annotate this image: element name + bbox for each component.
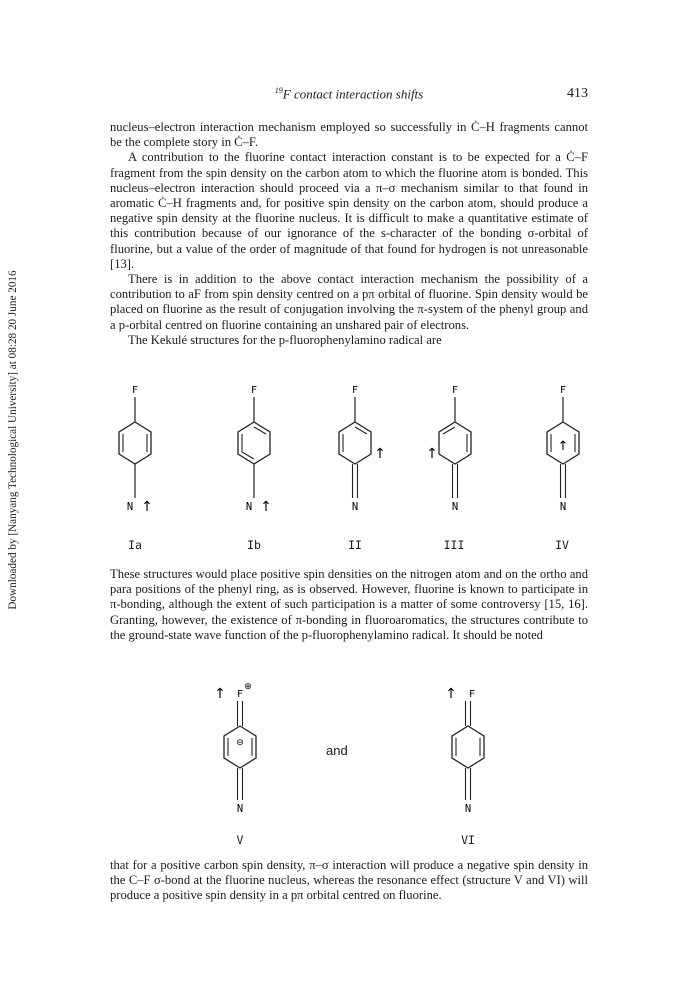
structure-III-drawing <box>420 384 480 524</box>
structure-V <box>212 680 272 820</box>
atom-N: N <box>559 501 567 513</box>
paragraph-1: nucleus–electron interaction mechanism employed so successfully in Ċ–H fragments cannot be the complete story in Ċ–F. <box>110 120 588 150</box>
atom-F: F <box>131 385 139 396</box>
atom-F: F <box>250 385 258 396</box>
negative-charge: ⊖ <box>236 738 244 748</box>
atom-N: N <box>245 501 253 513</box>
spin-arrow: ↑ <box>260 499 272 515</box>
structure-Ib <box>229 384 279 524</box>
running-header <box>110 86 588 104</box>
atom-F: F <box>351 385 359 396</box>
label-VI: VI <box>461 833 475 847</box>
download-watermark <box>6 200 20 680</box>
label-IV: IV <box>555 538 569 552</box>
structure-II <box>330 384 390 524</box>
body-text-bottom <box>110 858 588 904</box>
structure-Ia-drawing <box>110 384 160 524</box>
paragraph-2: A contribution to the fluorine contact interaction constant is to be expected for a Ċ–F fragment from the spin density on the carbon atom to which the fluorine atom is bonded. This nucleus–electron interaction should proceed via a π–σ mechanism similar to that found in aromatic Ċ–H fragments and, for positive spin density on the carbon atom, should produce a negative spin density at the fluorine nucleus. It is difficult to make a quantitative estimate of this contribution because of our ignorance of the s-character of the bonding σ-orbital of fluorine, but a value of the order of magnitude of that found for hydrogen is not unreasonable [13]. <box>110 150 588 271</box>
structure-II-drawing <box>330 384 390 524</box>
spin-arrow: ↑ <box>557 439 569 454</box>
spin-arrow: ↑ <box>214 686 226 702</box>
structure-VI <box>440 680 500 820</box>
page-number: 413 <box>567 86 588 101</box>
structure-IV <box>536 384 590 524</box>
structure-VI-drawing <box>440 680 500 820</box>
paragraph-6: that for a positive carbon spin density, π–σ interaction will produce a negative spin density in the C–F σ-bond at the fluorine nucleus, whereas the resonance effect (structure V and VI) will produce a positive spin density in a pπ orbital centred on fluorine. <box>110 858 588 903</box>
atom-N: N <box>236 803 244 815</box>
structure-V-drawing <box>212 680 272 820</box>
atom-F: F <box>559 385 567 396</box>
atom-N: N <box>126 501 134 513</box>
positive-charge: ⊕ <box>244 682 252 692</box>
label-V: V <box>236 833 244 847</box>
spin-arrow: ↑ <box>374 446 386 462</box>
structure-Ia <box>110 384 160 524</box>
label-III: III <box>443 538 465 552</box>
running-title <box>110 86 588 102</box>
label-Ia: Ia <box>128 538 142 552</box>
paragraph-4: The Kekulé structures for the p-fluorophenylamino radical are <box>128 332 442 347</box>
atom-F: F <box>468 689 476 700</box>
label-II: II <box>348 538 362 552</box>
atom-F: F <box>451 385 459 396</box>
paragraph-3: There is in addition to the above contact interaction mechanism the possibility of a contribution to aF from spin density centred on a pπ orbital of fluorine. Spin density would be placed on fluorine as the result of conjugation involving the π-system of the phenyl group and a p-orbital centred on fluorine containing an unshared pair of electrons. <box>110 272 588 332</box>
atom-N: N <box>351 501 359 513</box>
title-superscript: 19 <box>274 86 283 95</box>
structure-Ib-drawing <box>229 384 279 524</box>
label-Ib: Ib <box>247 538 261 552</box>
spin-arrow: ↑ <box>445 686 457 702</box>
spin-arrow: ↑ <box>141 499 153 515</box>
paragraph-5: These structures would place positive spin densities on the nitrogen atom and on the ortho and para positions of the phenyl ring, as is observed. However, fluorine is known to participate in π-bonding, although the extent of such participation is a matter of some controversy [15, 16]. Granting, however, the existence of π-bonding in fluoroaromatics, the structures contribute to the ground-state wave function of the p-fluorophenylamino radical. It should be noted <box>110 567 588 642</box>
structure-III <box>420 384 480 524</box>
atom-F: F <box>236 689 244 700</box>
atom-N: N <box>451 501 459 513</box>
download-note: Downloaded by [Nanyang Technological University] at 08:28 20 June 2016 <box>7 270 19 610</box>
title-text: F contact interaction shifts <box>282 86 424 102</box>
atom-N: N <box>464 803 472 815</box>
and-connector: and <box>326 743 348 758</box>
structure-IV-drawing <box>536 384 590 524</box>
body-text-top <box>110 120 588 348</box>
spin-arrow: ↑ <box>426 446 438 462</box>
body-text-middle <box>110 567 588 643</box>
